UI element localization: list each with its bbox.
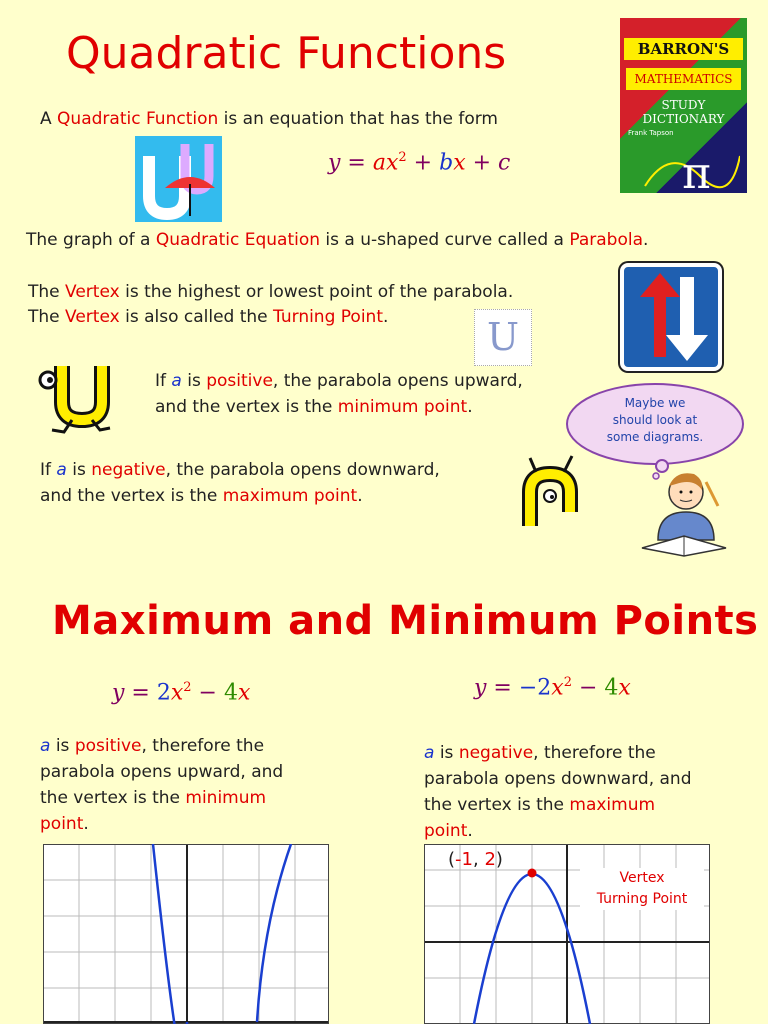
book-author: Frank Tapson	[628, 129, 674, 137]
barrons-book-cover	[620, 18, 747, 193]
equation-right: $y = -2x^2 - 4x$	[474, 675, 631, 701]
yellow-n-character-clipart	[516, 452, 586, 532]
graph-description: The graph of a Quadratic Equation is a u-shaped curve called a Parabola.	[26, 230, 649, 250]
u-umbrella-clipart	[135, 136, 222, 222]
umbrella-icon	[135, 136, 222, 222]
pi-graphic	[640, 136, 740, 193]
left-description: a is positive, therefore the parabola opens upward, and the vertex is the minimum point.	[40, 736, 284, 834]
thought-bubble-text: Maybe we should look at some diagrams.	[606, 396, 704, 444]
vertex-point-marker	[528, 869, 537, 878]
main-equation: $y = ax^2$ + bx + c	[328, 150, 511, 176]
vertex-coordinate-label: (-1, 2)	[448, 849, 503, 870]
positive-line-1: If a is positive, the parabola opens upward,	[155, 371, 523, 391]
positive-line-2: and the vertex is the minimum point.	[155, 397, 473, 417]
negative-line-1: If a is negative, the parabola opens downward,	[40, 460, 440, 480]
two-way-traffic-sign	[620, 263, 722, 371]
u-letter-tile: U	[474, 309, 532, 366]
yellow-u-character-clipart	[36, 358, 116, 438]
section-title-max-min: Maximum and Minimum Points	[52, 598, 759, 644]
book-subject: MATHEMATICS	[626, 68, 741, 90]
negative-line-2: and the vertex is the maximum point.	[40, 486, 363, 506]
graph-upward-parabola	[43, 844, 329, 1024]
up-down-arrows-icon	[624, 267, 718, 367]
book-line2: DICTIONARY	[642, 112, 725, 126]
svg-text:π: π	[682, 148, 711, 193]
page-title: Quadratic Functions	[66, 28, 507, 79]
book-brand: BARRON'S	[624, 38, 743, 60]
vertex-line-2: The Vertex is also called the Turning Point.	[28, 307, 389, 327]
boy-studying-clipart	[636, 462, 732, 557]
equation-left: $y = 2x^2 - 4x$	[112, 680, 251, 706]
intro-line: A Quadratic Function is an equation that has the form	[40, 109, 498, 129]
vertex-line-1: The Vertex is the highest or lowest point of the parabola.	[28, 282, 514, 302]
book-line1: STUDY	[661, 98, 706, 112]
vertex-turning-point-label: Vertex Turning Point	[580, 868, 704, 910]
right-description: a is negative, therefore the parabola opens downward, and the vertex is the maximum point.	[424, 743, 692, 841]
